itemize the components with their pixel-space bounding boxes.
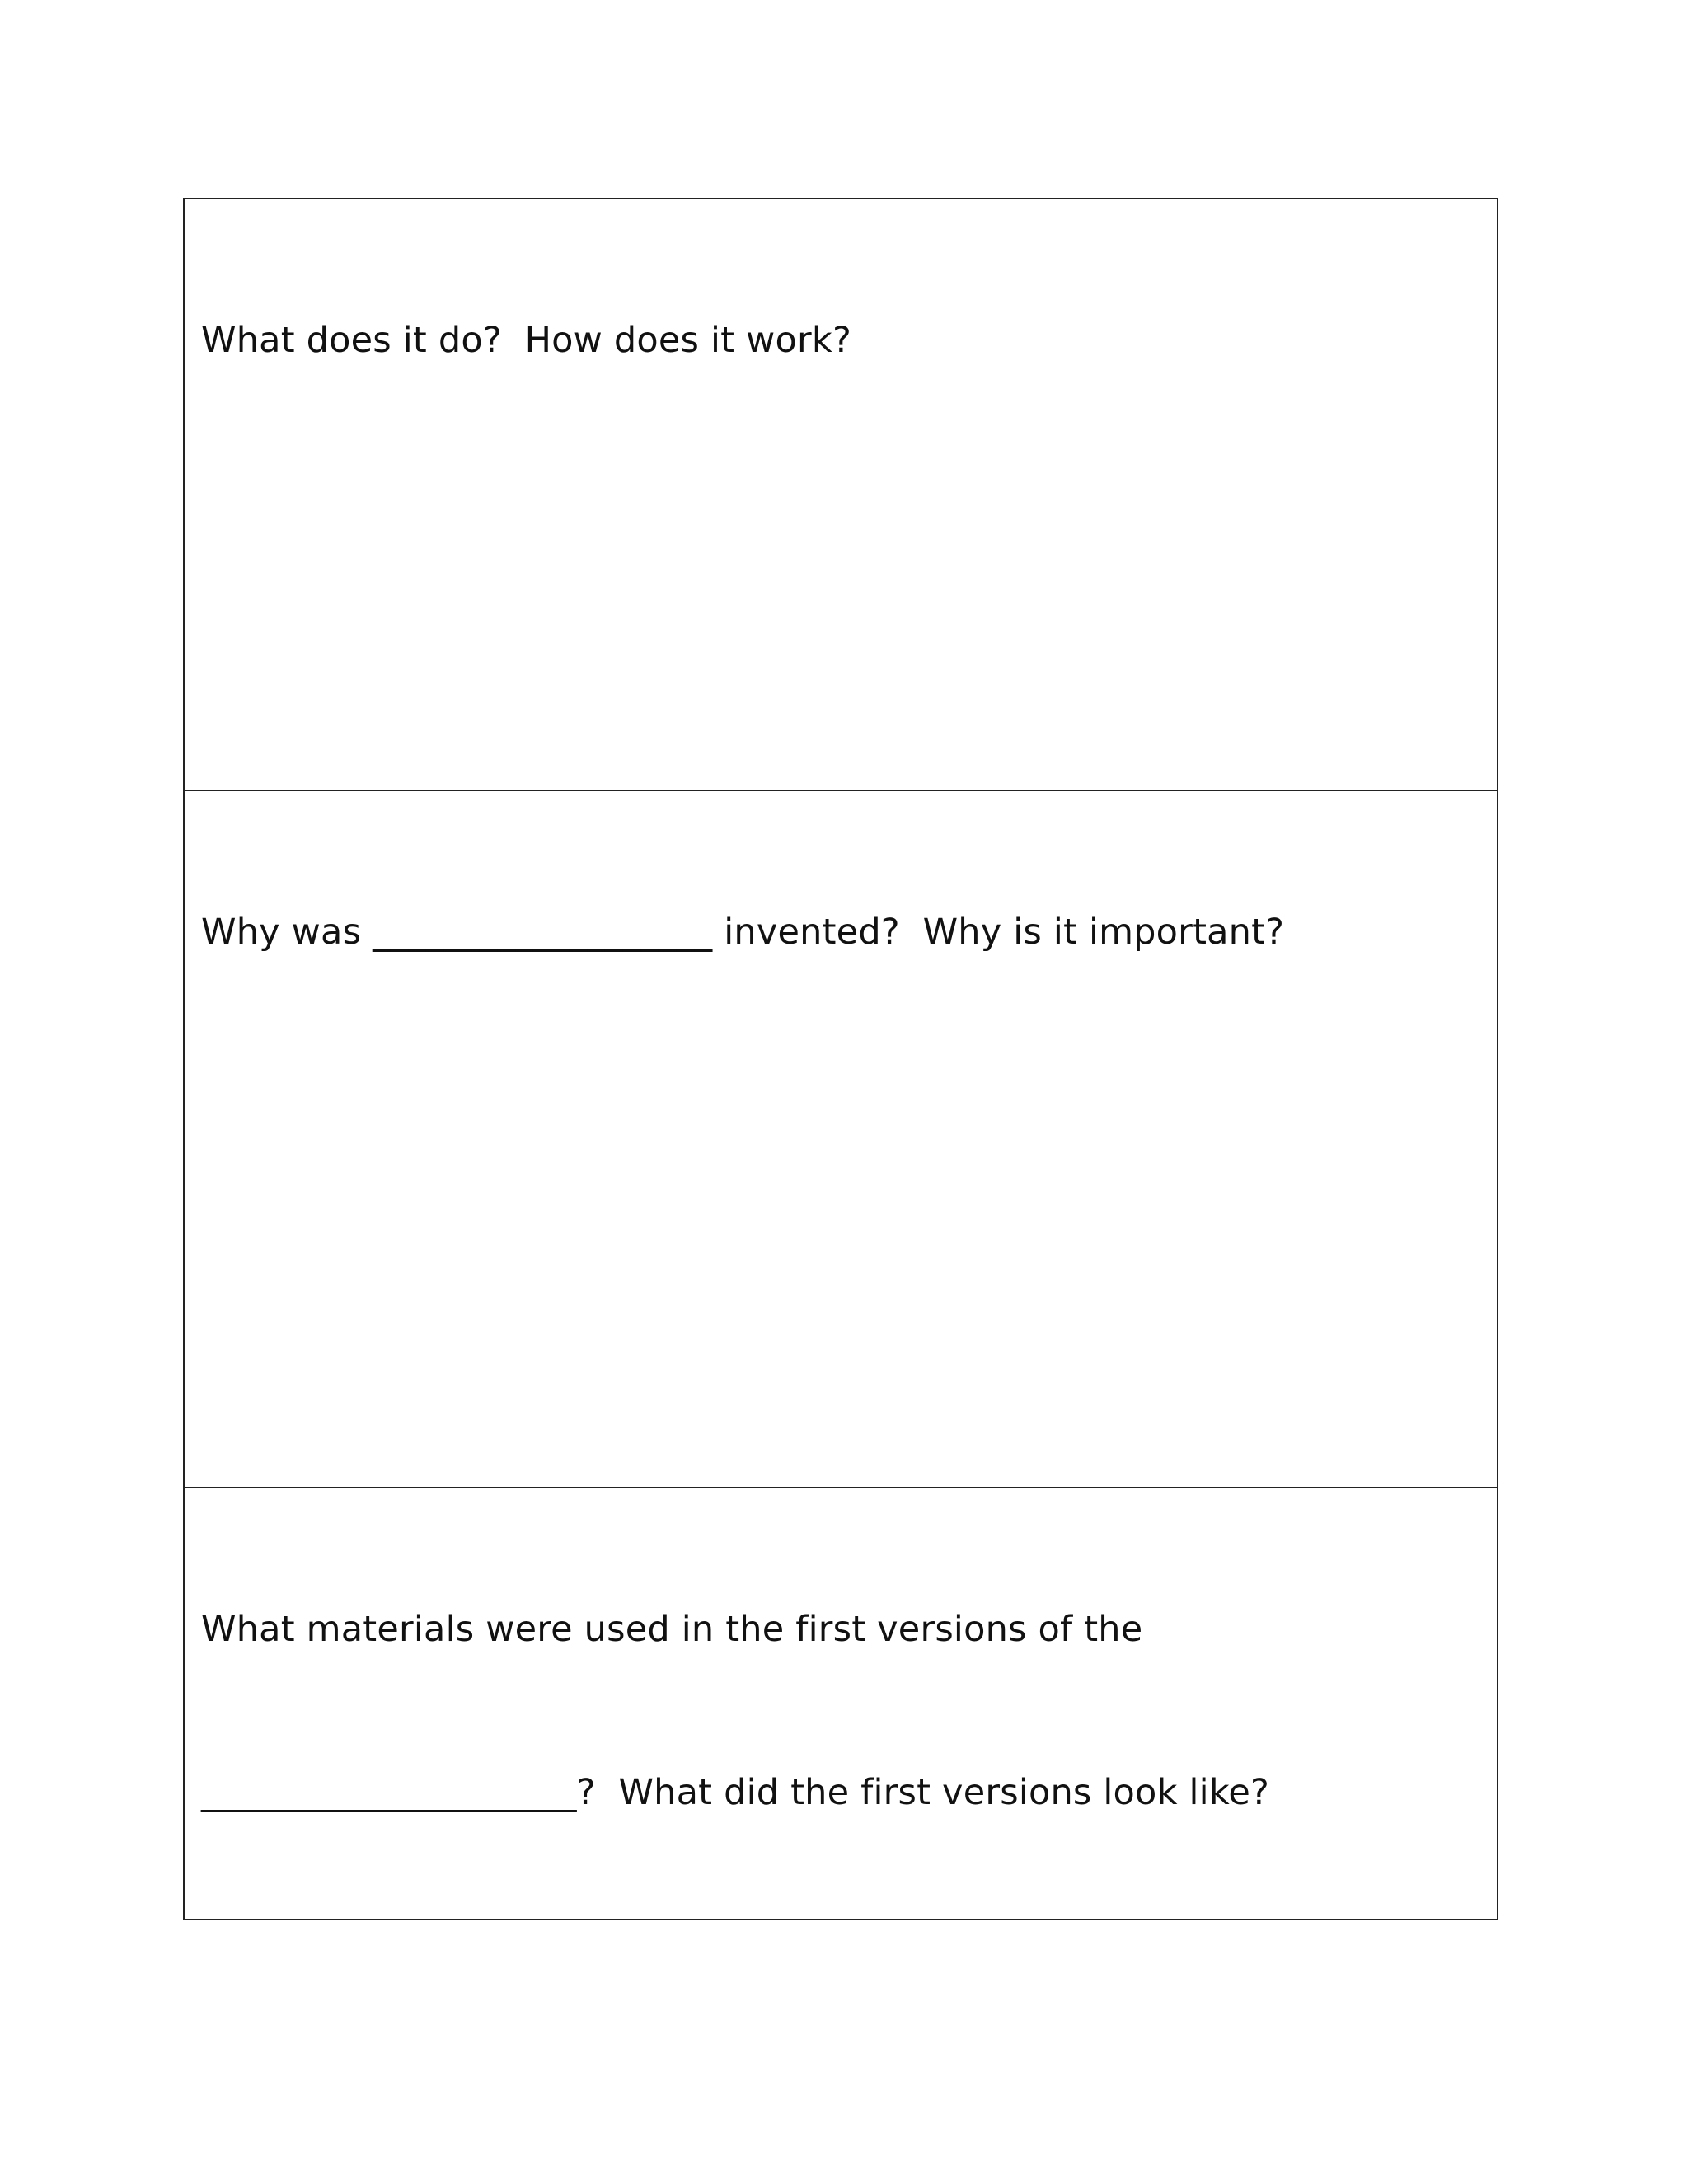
prompt-line: What does it do? How does it work? (201, 320, 851, 361)
worksheet-table (183, 198, 1498, 1920)
prompt-line: _____________________? What did the first versions look like? (201, 1772, 1270, 1813)
section-first-versions (185, 1488, 1497, 1920)
prompt-line: Why was ___________________ invented? Why is it important? (201, 912, 1285, 953)
section-how-it-works (185, 199, 1497, 791)
prompt-line: What materials were used in the first versions of the (201, 1609, 1143, 1650)
section-why-invented (185, 791, 1497, 1488)
prompt-text (201, 204, 1464, 476)
prompt-text (201, 1493, 1464, 1929)
prompt-text (201, 796, 1464, 1068)
